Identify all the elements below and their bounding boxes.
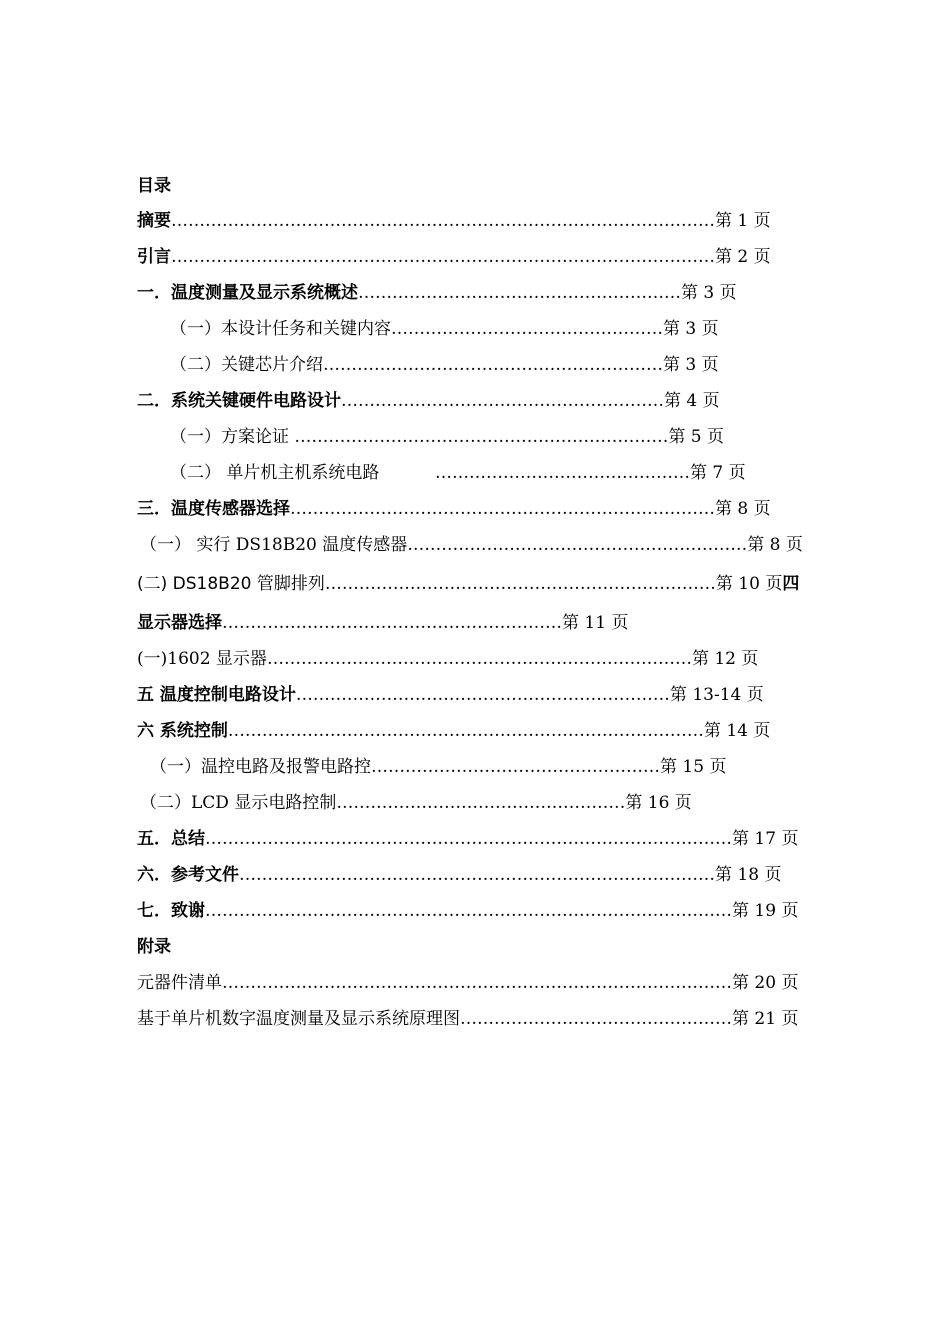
- toc-entry[interactable]: [137, 498, 771, 520]
- toc-entry[interactable]: [170, 354, 719, 376]
- toc-entry-dots: …………………………………………: [391, 319, 663, 339]
- toc-entry-label: （一）温控电路及报警电路控: [150, 757, 371, 777]
- toc-entry-label: 七．致谢: [137, 901, 205, 921]
- toc-entry[interactable]: [170, 462, 746, 484]
- toc-entry-page: 第 1 页: [715, 211, 771, 231]
- toc-entry-page: 第 12 页: [691, 649, 759, 669]
- toc-entry[interactable]: [137, 390, 720, 412]
- toc-entry-dots: …………………………………………………………………: [290, 499, 715, 519]
- toc-entry-dots: …………………………………………………………: [295, 685, 670, 705]
- toc-entry-label: 六．参考文件: [137, 865, 239, 885]
- toc-entry-dots: …………………………………………: [460, 1009, 732, 1029]
- toc-entry[interactable]: [137, 648, 758, 670]
- toc-entry-page: 第 15 页: [660, 757, 727, 777]
- toc-entry[interactable]: [170, 318, 719, 340]
- toc-title: 目录: [137, 176, 171, 196]
- toc-entry-label: (二) DS18B20 管脚排列: [137, 574, 325, 594]
- toc-entry-page: 第 4 页: [664, 391, 720, 411]
- toc-entry-dots: ……………………………………………………: [323, 355, 663, 375]
- toc-entry-dots: ……………………………………………: [336, 793, 626, 813]
- toc-entry-page: 第 7 页: [690, 463, 746, 483]
- toc-entry-page: 第 3 页: [663, 319, 719, 339]
- toc-entry-label: 三．温度传感器选择: [137, 499, 290, 519]
- toc-entry-page: 第 17 页: [732, 829, 799, 849]
- toc-entry-label: 元器件清单: [137, 973, 222, 993]
- toc-entry-label: （一）方案论证: [170, 427, 295, 447]
- toc-entry-label: （一）本设计任务和关键内容: [170, 319, 391, 339]
- toc-entry-label: （二）LCD 显示电路控制: [140, 793, 337, 813]
- toc-entry-page: 第 11 页: [562, 613, 629, 633]
- toc-entry[interactable]: [137, 972, 798, 994]
- toc-entry-label: 引言: [137, 247, 171, 267]
- toc-entry-label: 显示器选择: [137, 613, 222, 633]
- toc-entry[interactable]: [137, 720, 770, 742]
- toc-entry[interactable]: [137, 828, 798, 850]
- toc-entry-dots: …………………………………………………………………………………: [205, 901, 732, 921]
- toc-entry-label: (一)1602 显示器: [137, 649, 267, 669]
- toc-entry-label: 基于单片机数字温度测量及显示系统原理图: [137, 1009, 460, 1029]
- toc-entry[interactable]: [137, 210, 771, 232]
- toc-entry-page: 第 3 页: [681, 283, 737, 303]
- toc-entry-dots: …………………………………………………: [358, 283, 681, 303]
- toc-entry-dots: ……………………………………………………………………………………: [171, 211, 715, 231]
- toc-entry-label: 一．温度测量及显示系统概述: [137, 283, 358, 303]
- toc-entry[interactable]: [137, 573, 799, 595]
- toc-entry-dots: ……………………………………………………………: [324, 574, 716, 594]
- toc-entry[interactable]: [137, 864, 781, 886]
- toc-entry-dots: ……………………………………………………: [407, 535, 748, 555]
- toc-entry-dots: ………………………………………………………………………………: [222, 973, 732, 993]
- toc-entry-label: （二） 单片机主机系统电路: [170, 463, 380, 483]
- toc-entry-page: 第 16 页: [625, 793, 692, 813]
- toc-entry[interactable]: [140, 534, 803, 556]
- toc-entry-page: 第 10 页: [715, 574, 783, 594]
- toc-entry[interactable]: [137, 1008, 798, 1030]
- toc-entry-label: 摘要: [137, 211, 171, 231]
- toc-entry-page: 第 18 页: [715, 865, 782, 885]
- toc-entry-page: 第 13-14 页: [669, 685, 764, 705]
- toc-entry-label: 五 温度控制电路设计: [137, 685, 296, 705]
- toc-entry-dots: ……………………………………………: [371, 757, 660, 777]
- toc-entry-label: 六 系统控制: [137, 721, 228, 741]
- toc-entry-label: 五．总结: [137, 829, 205, 849]
- toc-entry-label: （一） 实行 DS18B20 温度传感器: [140, 535, 408, 555]
- toc-entry-dots: …………………………………………………: [341, 391, 664, 411]
- toc-entry-dots: …………………………………………………………………………: [239, 865, 715, 885]
- toc-entry[interactable]: [137, 612, 628, 634]
- toc-entry-page: 第 8 页: [747, 535, 803, 555]
- toc-entry[interactable]: [137, 684, 764, 706]
- toc-entry-dots: …………………………………………………………………………………: [205, 829, 732, 849]
- toc-entry-page: 第 14 页: [703, 721, 771, 741]
- toc-entry-overflow: 四: [782, 574, 800, 594]
- toc-entry-page: 第 19 页: [732, 901, 799, 921]
- toc-entry-page: 第 20 页: [732, 973, 799, 993]
- toc-entry[interactable]: [137, 900, 798, 922]
- toc-entry-dots: …………………………………………………………………………: [227, 721, 704, 741]
- toc-entry-page: 第 21 页: [732, 1009, 799, 1029]
- toc-entry-dots: ………………………………………: [435, 463, 690, 483]
- toc-entry-page: 第 5 页: [668, 427, 725, 447]
- appendix-heading: 附录: [137, 937, 171, 957]
- toc-entry-dots: ……………………………………………………………………………………: [171, 247, 715, 267]
- toc-entry[interactable]: [137, 282, 737, 304]
- toc-entry[interactable]: [150, 756, 726, 778]
- toc-entry[interactable]: [137, 246, 771, 268]
- toc-entry[interactable]: [140, 792, 692, 814]
- toc-entry[interactable]: [170, 426, 724, 448]
- toc-entry-dots: …………………………………………………………: [294, 427, 669, 447]
- toc-entry-page: 第 8 页: [715, 499, 771, 519]
- toc-entry-page: 第 3 页: [663, 355, 719, 375]
- toc-entry-label: 二．系统关键硬件电路设计: [137, 391, 341, 411]
- toc-entry-dots: …………………………………………………………………: [266, 649, 692, 669]
- toc-entry-dots: ……………………………………………………: [222, 613, 562, 633]
- toc-entry-page: 第 2 页: [715, 247, 771, 267]
- toc-entry-label: （二）关键芯片介绍: [170, 355, 323, 375]
